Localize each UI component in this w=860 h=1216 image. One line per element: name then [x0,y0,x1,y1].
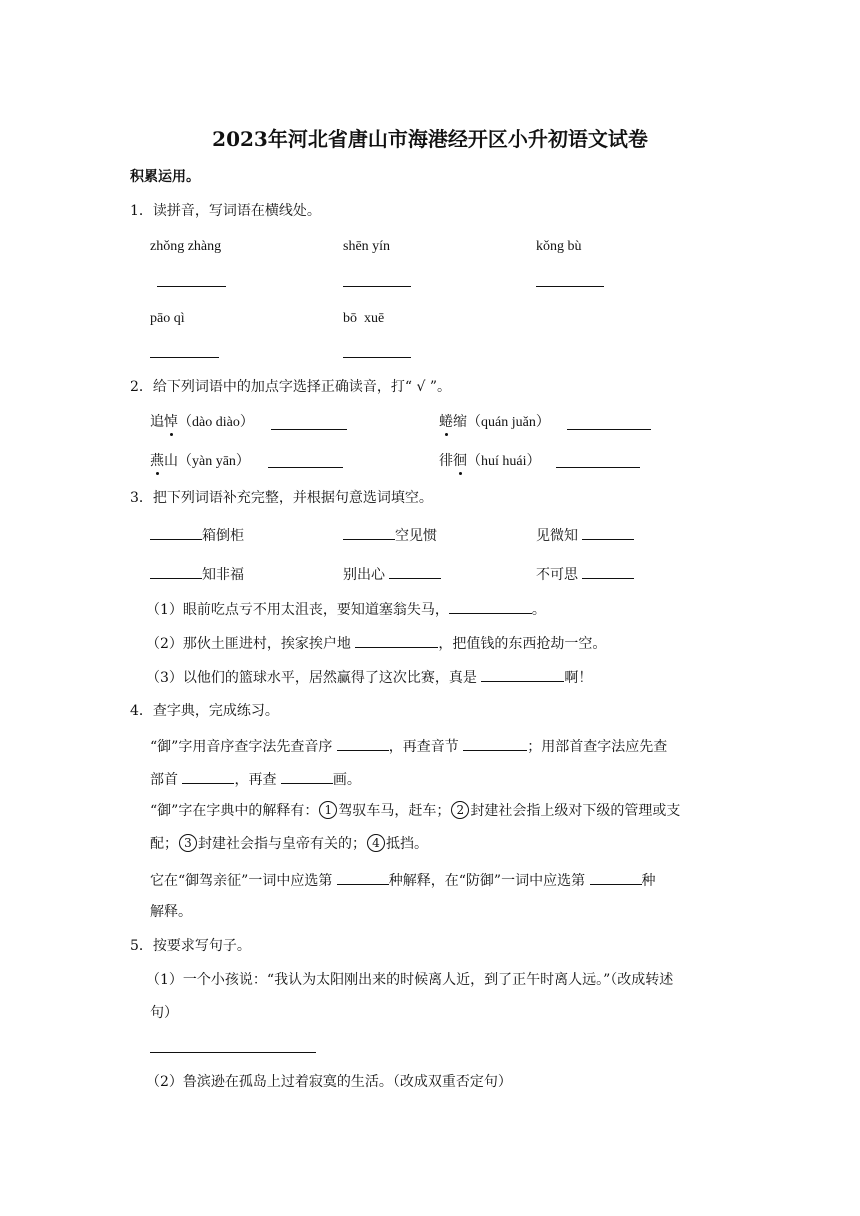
q3-word-5-text: 别出心 [343,567,385,583]
q4-p1-line2 [150,768,361,790]
q4-p3-line1 [150,869,656,891]
q3-sentence-3-text: 以他们的篮球水平，居然赢得了这次比赛，真是 [182,670,482,686]
q4-yinxu-blank[interactable] [337,735,389,751]
q3-word-1-blank[interactable] [150,524,202,540]
q3-sentence-2-text: 那伙土匪进村，挨家挨户地 [182,636,356,652]
q2-item-1 [150,412,254,433]
q2-item-2-reading: （quán juǎn） [467,415,550,430]
q2-item-2 [439,412,550,433]
q4-p3-text-c: 种 [641,873,656,889]
q2-item-3 [150,451,250,472]
q5-sentence-1-line1: （1）一个小孩说：“我认为太阳刚出来的时候离人近，到了正午时离人远。”（改成转述 [146,972,674,988]
q3-stem: 3．把下列词语补充完整，并根据句意选词填空。 [130,490,433,506]
q4-yinjie-blank[interactable] [463,735,527,751]
q2-answer-line-3[interactable] [268,467,343,468]
q2-item-3-dotted-char: 燕 [150,453,164,469]
q4-def-2-cont: 配； [150,836,178,852]
q1-stem: 1．读拼音，写词语在横线处。 [130,203,321,219]
q3-word-6-blank[interactable] [582,563,634,579]
q1-pinyin-3: kǒng bù [536,239,582,254]
q1-answer-line-3[interactable] [536,286,604,287]
q3-word-5 [343,563,441,585]
q1-answer-line-2[interactable] [343,286,411,287]
q3-word-3 [536,524,634,546]
q5-stem: 5．按要求写句子。 [130,938,251,954]
q2-item-3-post: 山 [164,453,178,469]
q3-word-3-text: 见微知 [536,528,578,544]
q2-item-4-dotted-char: 徊 [453,453,467,469]
q2-item-1-dotted-char: 悼 [164,414,178,430]
q4-choice-blank-1[interactable] [337,869,389,885]
q3-sentence-1-num: （1） [146,602,183,618]
q4-p1-text-e: ，再查 [234,772,281,788]
q3-sentence-1 [146,598,546,620]
q4-p1-text-a: “御”字用音序查字法先查音序 [150,739,337,755]
q4-p3-text-b: 种解释，在“防御”一词中应选第 [388,873,590,889]
q3-sentence-1-text: 眼前吃点亏不用太沮丧，要知道塞翁失马， [182,602,449,618]
q5-answer-line-1[interactable] [150,1052,316,1053]
q3-word-5-blank[interactable] [389,563,441,579]
q3-sentence-2-end: ，把值钱的东西抢劫一空。 [438,636,607,652]
q1-pinyin-1: zhǒng zhàng [150,239,222,254]
q4-def-2: 封建社会指上级对下级的管理或支 [470,803,681,819]
q1-pinyin-2: shēn yín [343,239,391,254]
q1-pinyin-5: bō xuē [343,311,385,326]
q1-pinyin-4: pāo qì [150,311,185,326]
q3-word-3-blank[interactable] [582,524,634,540]
q1-answer-line-1[interactable] [157,286,226,287]
q4-def-num-3: 3 [179,834,197,852]
q3-word-4-blank[interactable] [150,563,202,579]
q4-def-3: 封建社会指与皇帝有关的； [198,836,366,852]
q3-sentence-3-blank[interactable] [481,666,564,682]
q3-sentence-3-num: （3） [146,670,183,686]
q3-sentence-3-end: 啊！ [564,670,593,686]
q2-item-4-reading: （huí huái） [467,454,541,469]
q5-sentence-2: （2）鲁滨逊在孤岛上过着寂寞的生活。（改成双重否定句） [146,1074,512,1090]
q4-bihua-blank[interactable] [281,768,333,784]
q4-stem: 4．查字典，完成练习。 [130,703,279,719]
q4-p1-line1 [150,735,667,757]
q3-word-1-text: 箱倒柜 [202,528,244,544]
q4-def-num-4: 4 [367,834,385,852]
q2-item-2-post: 缩 [453,414,467,430]
q3-word-2 [343,524,437,546]
q4-p1-text-c: ；用部首查字法应先查 [527,739,668,755]
q4-p1-text-d: 部首 [150,772,183,788]
q3-word-6-text: 不可思 [536,567,578,583]
q4-p2-line2 [150,834,428,854]
q2-item-4-pre: 徘 [439,453,453,469]
q3-word-2-blank[interactable] [343,524,395,540]
q3-word-1 [150,524,244,546]
q2-item-4 [439,451,541,472]
q2-stem: 2．给下列词语中的加点字选择正确读音，打“ √ ”。 [130,379,452,395]
q4-p3-line2: 解释。 [150,904,192,920]
q4-def-4: 抵挡。 [386,836,428,852]
q3-word-4-text: 知非福 [202,567,244,583]
q2-item-2-dotted-char: 蜷 [439,414,453,430]
q4-choice-blank-2[interactable] [590,869,642,885]
q4-p1-text-b: ，再查音节 [388,739,464,755]
q3-word-4 [150,563,244,585]
q4-bushou-blank[interactable] [182,768,234,784]
q2-item-1-reading: （dào diào） [178,415,254,430]
q2-answer-line-2[interactable] [567,429,651,430]
q4-p2-line1 [150,801,680,821]
q3-sentence-2-blank[interactable] [355,632,438,648]
q3-sentence-1-blank[interactable] [449,598,532,614]
q3-sentence-3 [146,666,592,688]
q1-answer-line-5[interactable] [343,357,411,358]
q2-answer-line-1[interactable] [271,429,347,430]
q5-sentence-1-line2: 句） [150,1005,178,1021]
q3-sentence-2 [146,632,606,654]
q3-sentence-1-end: 。 [531,602,546,618]
q4-p3-text-a: 它在“御驾亲征”一词中应选第 [150,873,337,889]
q1-answer-line-4[interactable] [150,357,219,358]
q3-word-6 [536,563,634,585]
q4-p2-text-a: “御”字在字典中的解释有： [150,803,319,819]
section-heading: 积累运用。 [130,169,200,185]
q2-item-3-reading: （yàn yān） [178,454,250,469]
q2-answer-line-4[interactable] [556,467,640,468]
q2-item-1-pre: 追 [150,414,164,430]
q3-sentence-2-num: （2） [146,636,183,652]
q4-p1-text-f: 画。 [332,772,361,788]
q4-def-1: 驾驭车马，赶车； [338,803,451,819]
q4-def-num-2: 2 [451,801,469,819]
q3-word-2-text: 空见惯 [395,528,437,544]
q4-def-num-1: 1 [319,801,337,819]
page-title: 2023年河北省唐山市海港经开区小升初语文试卷 [212,127,648,151]
